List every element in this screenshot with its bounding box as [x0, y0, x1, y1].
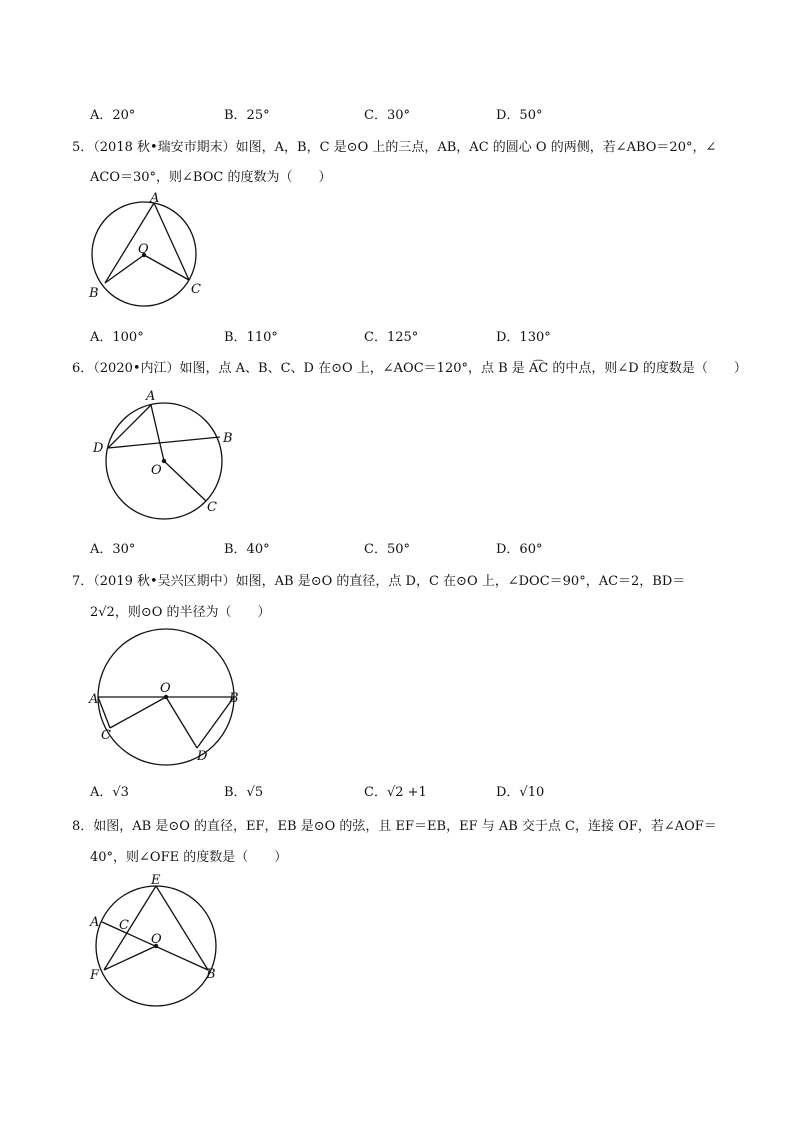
q6-chord-da [108, 405, 151, 448]
q8-chord-eb [156, 886, 208, 970]
q5-radius-oc [144, 255, 189, 280]
q5-label-o: O [138, 242, 149, 257]
q8-stem-line1: 8．如图，AB 是⊙O 的直径，EF，EB 是⊙O 的弦，且 EF＝EB，EF 与 AB 交于点 C，连接 OF，若∠AOF＝ [72, 819, 717, 834]
q5-radius-ob [105, 255, 144, 283]
q7-option-b: B．√5 [224, 785, 264, 800]
q7-option-d: D．√10 [496, 785, 545, 800]
q8-label-o: O [151, 932, 162, 947]
q6-stem-line1: 6．（2020•内江）如图，点 A、B、C、D 在⊙O 上，∠AOC＝120°，点 B 是 A͡C 的中点，则∠D 的度数是（ ） [72, 361, 747, 376]
q8-label-b: B [206, 967, 216, 982]
q7-radius-oc [110, 697, 166, 728]
q6-option-b: B．40° [224, 542, 270, 557]
q5-option-c: C．125° [364, 330, 419, 345]
q8-label-c: C [119, 918, 129, 933]
q5-options [90, 326, 650, 344]
q7-stem-line2: 2√2，则⊙O 的半径为（ ） [90, 605, 271, 620]
q8-stem-line2: 40°，则∠OFE 的度数是（ ） [90, 850, 288, 865]
q8-label-a: A [90, 915, 100, 930]
q6-label-a: A [146, 389, 156, 404]
q5-option-b: B．110° [224, 330, 278, 345]
q7-option-c: C．√2 +1 [364, 785, 427, 800]
q6-label-c: C [207, 500, 217, 515]
q6-figure [88, 384, 238, 524]
q6-option-d: D．60° [496, 542, 543, 557]
q7-stem-line1: 7．（2019 秋•吴兴区期中）如图，AB 是⊙O 的直径，点 D，C 在⊙O 上，∠DOC＝90°，AC＝2，BD＝ [72, 574, 686, 589]
q4-option-b: B．25° [224, 108, 270, 123]
q6-label-o: O [151, 463, 162, 478]
q6-option-a: A．30° [90, 542, 136, 557]
q5-stem-line2: ACO＝30°，则∠BOC 的度数为（ ） [90, 170, 332, 185]
q7-figure [86, 628, 246, 768]
q6-radius-oa [151, 405, 164, 461]
q7-label-o: O [160, 681, 171, 696]
q7-label-b: B [229, 691, 239, 706]
q7-label-d: D [197, 749, 208, 764]
q5-label-b: B [89, 286, 99, 301]
q8-figure [86, 870, 226, 1010]
q5-option-a: A．100° [90, 330, 144, 345]
q6-label-b: B [223, 431, 233, 446]
q7-radius-od [166, 697, 197, 748]
q4-option-d: D．50° [496, 108, 543, 123]
q4-option-c: C．30° [364, 108, 410, 123]
q8-label-e: E [151, 873, 161, 888]
q7-options [90, 781, 650, 799]
q7-label-c: C [101, 728, 111, 743]
q7-label-a: A [89, 692, 99, 707]
q6-radius-oc [164, 461, 206, 501]
q5-chord-ac [154, 203, 189, 280]
q7-option-a: A．√3 [90, 785, 129, 800]
q6-options [90, 538, 650, 556]
q6-center-dot [162, 459, 166, 463]
q8-label-f: F [90, 968, 100, 983]
q6-option-c: C．50° [364, 542, 410, 557]
q6-chord-db [108, 437, 220, 448]
q6-label-d: D [93, 441, 104, 456]
q5-option-d: D．130° [496, 330, 551, 345]
q4-option-a: A．20° [90, 108, 136, 123]
q4-options [90, 104, 650, 122]
q5-label-c: C [191, 282, 201, 297]
q5-figure [80, 188, 220, 308]
q5-stem-line1: 5．（2018 秋•瑞安市期末）如图，A，B，C 是⊙O 上的三点，AB，AC 的圆心 O 的两侧，若∠ABO＝20°，∠ [72, 140, 717, 155]
q5-label-a: A [150, 191, 160, 206]
